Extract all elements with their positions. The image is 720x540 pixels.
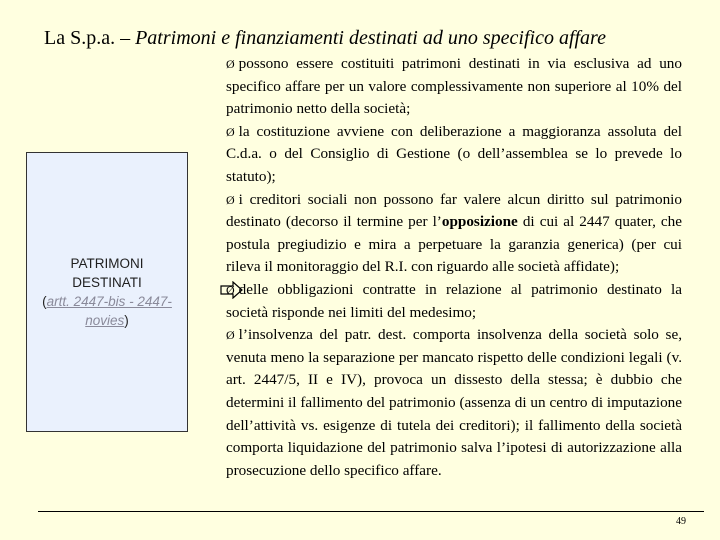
- bullet-arrow-icon: Ø: [226, 282, 235, 297]
- bullet-text-cont: di cui al 2447 quater, che postula pregiudizio e mira a perpetuare la garanzia generica) (per cui rileva il monitoraggio del R.I. con riguardo alle società affidate);: [226, 213, 682, 276]
- bullet-text: l’insolvenza del patr. dest. comporta insolvenza della società solo se, venuta meno la separazione per mancato rispetto delle condizioni legali (v. art. 2447/5, II e IV), provoca un dissesto della stessa; è dubbio che determini il fallimento del patrimonio (assenza di un centro di imputazione dell’attività vs. esigenze di tutela dei creditori); il fallimento della società comporta liquidazione del patrimonio salva l’ipotesi di autorizzazione alla prosecuzione dello specifico affare.: [226, 326, 682, 479]
- slide-title: [44, 26, 704, 50]
- title-italic: Patrimoni e finanziamenti destinati ad uno specifico affare: [135, 27, 606, 49]
- title-prefix: La S.p.a. –: [44, 27, 136, 49]
- bullet-list: [226, 53, 682, 482]
- footer-divider: [38, 511, 704, 512]
- bullet-arrow-icon: Ø: [226, 328, 235, 343]
- bullet-item: [226, 324, 682, 482]
- bullet-arrow-icon: Ø: [226, 124, 235, 139]
- box-reference: [27, 292, 187, 330]
- bullet-item: [226, 121, 682, 189]
- bullet-item: [226, 279, 682, 324]
- bullet-bold-term: opposizione: [441, 213, 518, 231]
- bullet-arrow-icon: Ø: [226, 192, 235, 207]
- bullet-text: delle obbligazioni contratte in relazione al patrimonio destinato la società risponde nei limiti del medesimo;: [226, 280, 682, 321]
- bullet-text: possono essere costituiti patrimoni destinati in via esclusiva ad uno specifico affare per un valore complessivamente non superiore al 10% del patrimonio netto della società;: [226, 55, 682, 118]
- bullet-text: la costituzione avviene con deliberazione a maggioranza assoluta del C.d.a. o del Consiglio di Gestione (o dell’assemblea se lo prevede lo statuto);: [226, 122, 682, 185]
- box-line-2: DESTINATI: [72, 275, 142, 290]
- bullet-item: [226, 53, 682, 121]
- box-line-1: PATRIMONI: [70, 256, 144, 271]
- bullet-text: i creditori sociali non possono far valere alcun diritto sul patrimonio destinato (decorso il termine per l’: [226, 190, 682, 231]
- patrimoni-destinati-box: [26, 152, 188, 432]
- ref-open-paren: (: [42, 294, 47, 309]
- bullet-arrow-icon: Ø: [226, 57, 235, 71]
- page-number: 49: [676, 516, 686, 527]
- bullet-item: [226, 189, 682, 279]
- articles-link[interactable]: artt. 2447-bis - 2447-novies: [46, 294, 172, 328]
- ref-close-paren: ): [124, 313, 129, 328]
